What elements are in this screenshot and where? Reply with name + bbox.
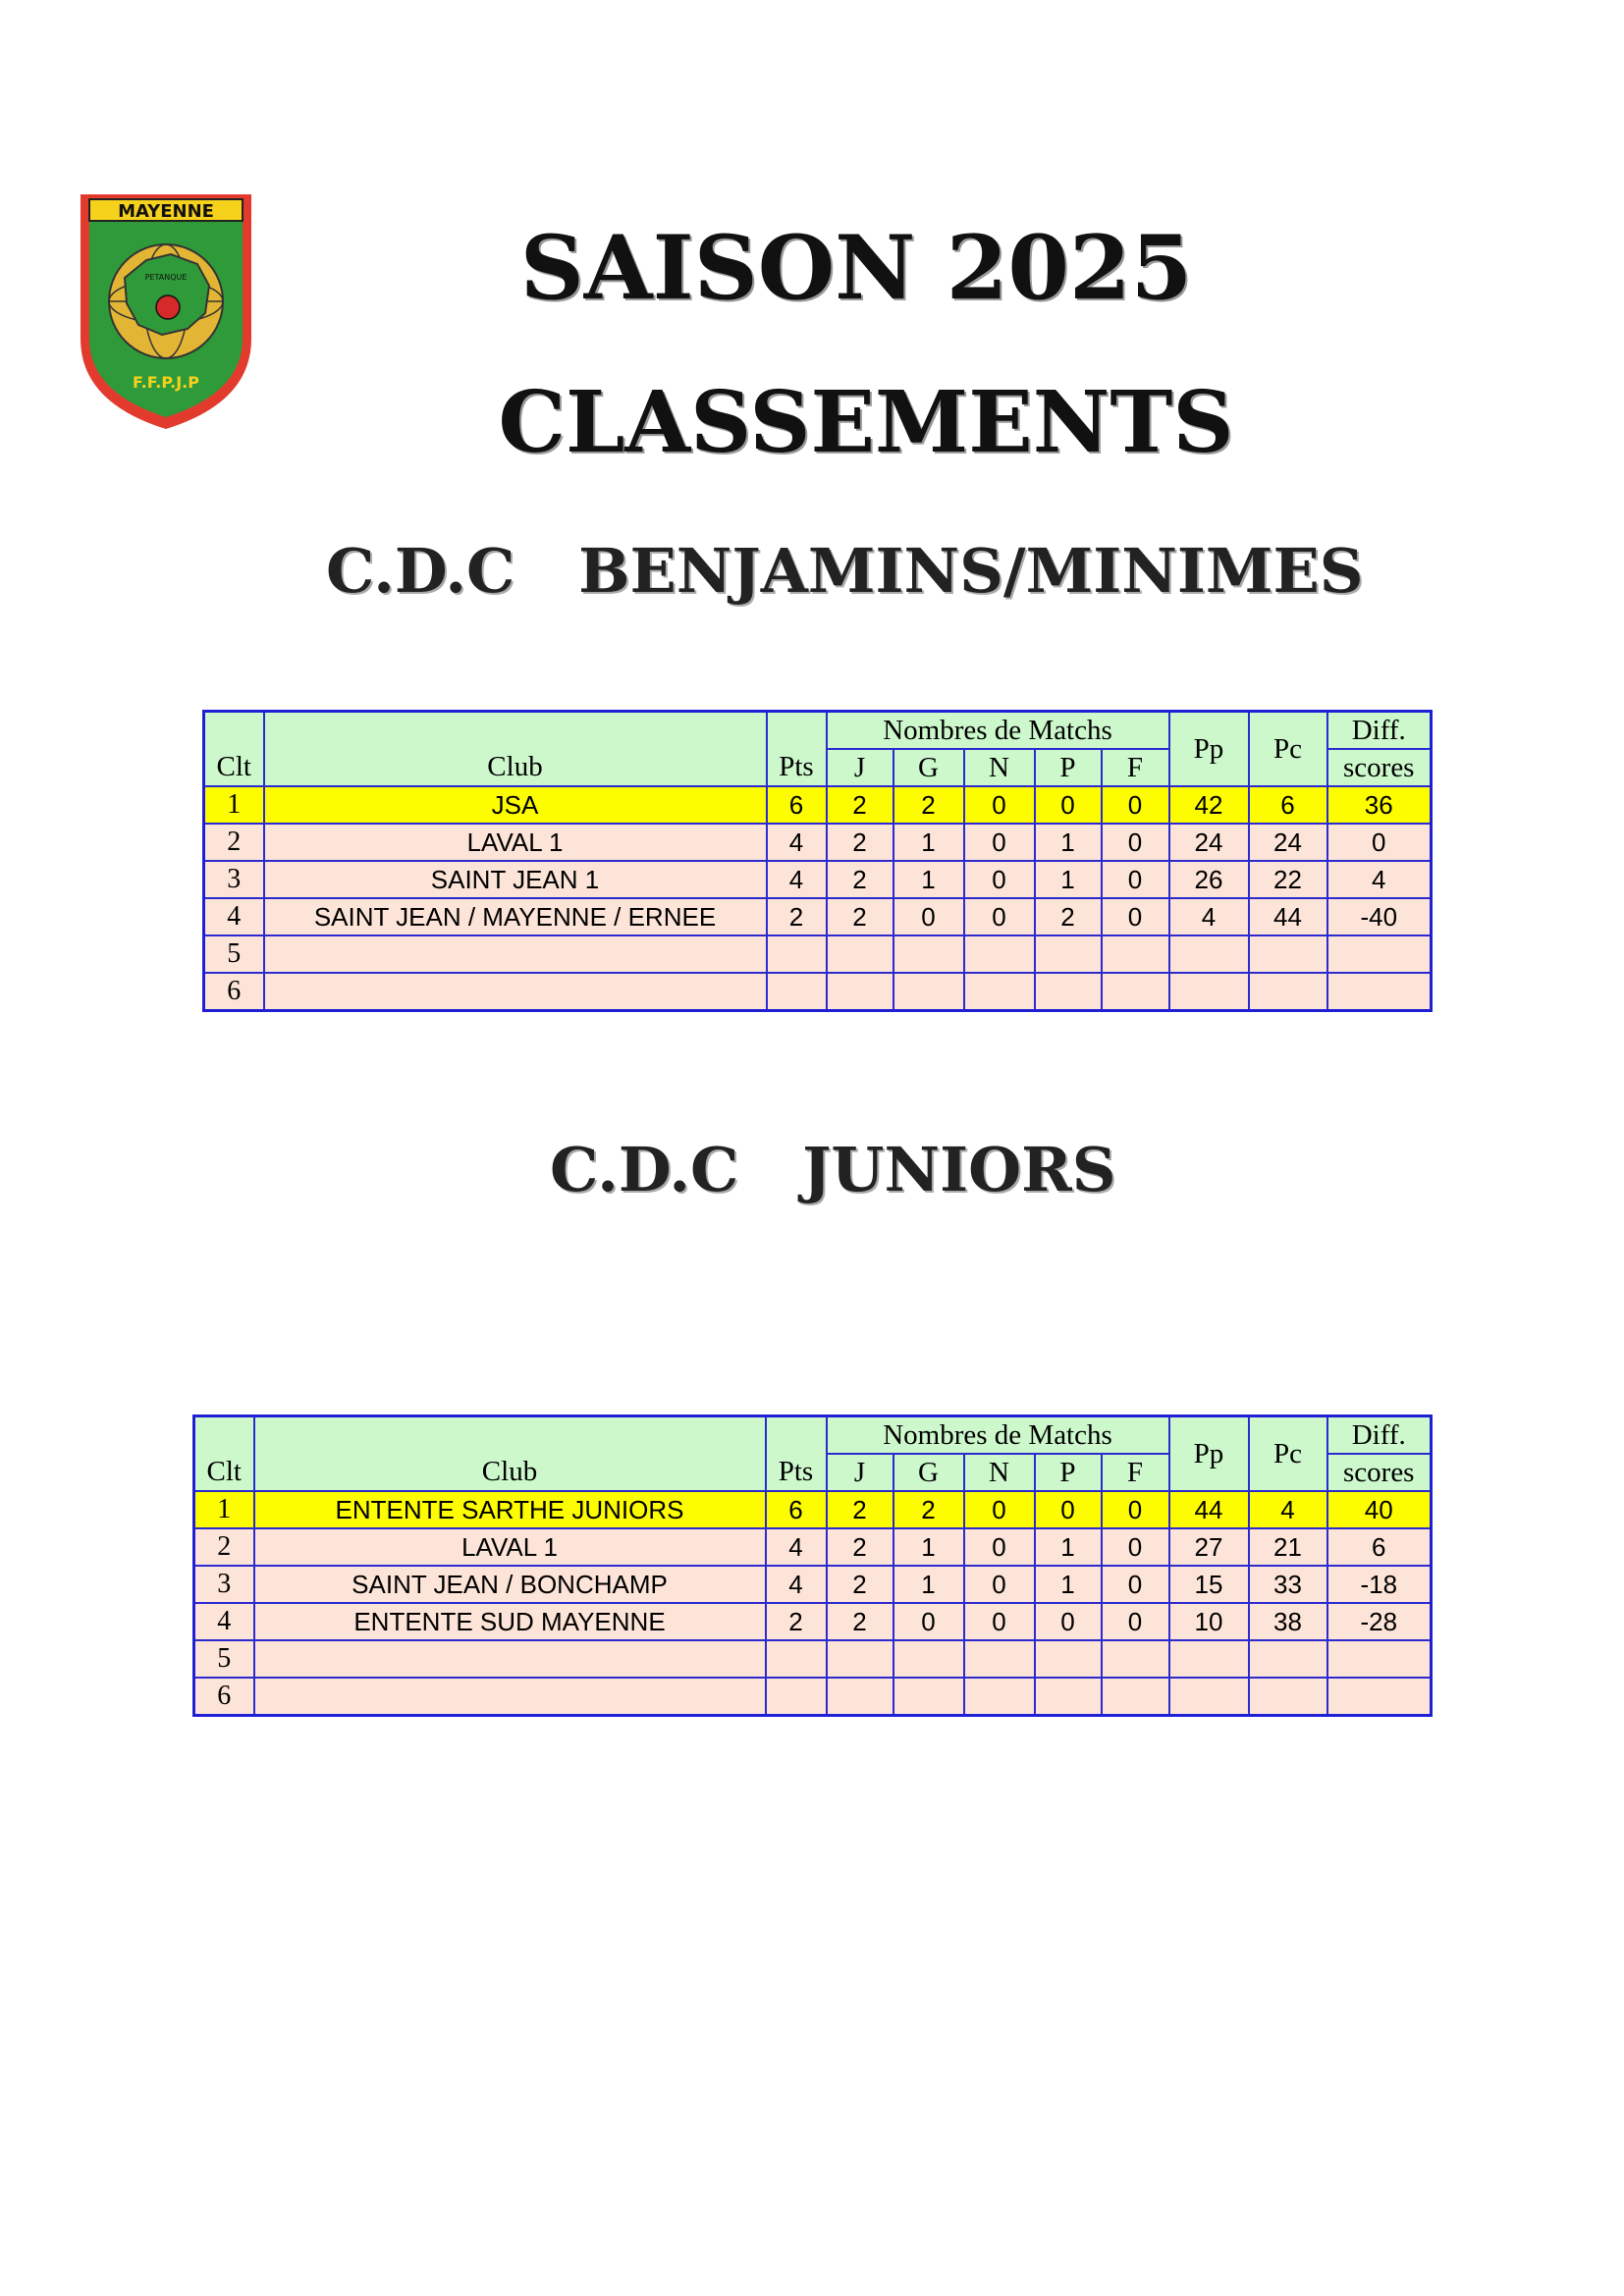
pts-cell: 6 (767, 786, 827, 824)
ranking-table-juniors (192, 1415, 1433, 1717)
table-row (194, 1603, 1432, 1640)
pp-cell: 27 (1169, 1528, 1249, 1566)
header-j: J (827, 1454, 893, 1491)
pp-cell (1169, 935, 1249, 973)
f-cell: 0 (1102, 1566, 1169, 1603)
rank-cell: 1 (204, 786, 264, 824)
n-cell: 0 (964, 1528, 1035, 1566)
pts-cell (767, 973, 827, 1011)
n-cell: 0 (964, 1491, 1035, 1528)
g-cell: 2 (893, 1491, 964, 1528)
diff-cell (1327, 1678, 1432, 1716)
header-p: P (1035, 749, 1102, 786)
f-cell: 0 (1102, 786, 1169, 824)
club-cell (254, 1678, 766, 1716)
f-cell: 0 (1102, 1491, 1169, 1528)
svg-text:MAYENNE: MAYENNE (118, 201, 214, 222)
f-cell (1102, 935, 1169, 973)
table-row (204, 786, 1432, 824)
svg-text:F.F.P.J.P: F.F.P.J.P (133, 373, 199, 392)
header-matches: Nombres de Matchs (827, 1416, 1169, 1455)
pc-cell (1249, 1678, 1327, 1716)
g-cell: 2 (893, 786, 964, 824)
header-pts: Pts (766, 1416, 827, 1492)
rank-cell: 5 (204, 935, 264, 973)
g-cell (893, 973, 964, 1011)
diff-cell: 4 (1327, 861, 1432, 898)
header-clt: Clt (204, 712, 264, 787)
pc-cell: 4 (1249, 1491, 1327, 1528)
rank-cell: 2 (204, 824, 264, 861)
pts-cell: 4 (766, 1566, 827, 1603)
g-cell: 1 (893, 1566, 964, 1603)
pc-cell (1249, 935, 1327, 973)
rank-cell: 3 (204, 861, 264, 898)
rank-cell: 5 (194, 1640, 254, 1678)
club-cell: ENTENTE SUD MAYENNE (254, 1603, 766, 1640)
diff-cell (1327, 1640, 1432, 1678)
table-row (204, 898, 1432, 935)
diff-cell: -28 (1327, 1603, 1432, 1640)
pc-cell (1249, 1640, 1327, 1678)
rank-cell: 4 (204, 898, 264, 935)
header-pp: Pp (1169, 712, 1249, 787)
club-cell: LAVAL 1 (264, 824, 767, 861)
table-row (194, 1640, 1432, 1678)
diff-cell: 40 (1327, 1491, 1432, 1528)
diff-cell: 6 (1327, 1528, 1432, 1566)
pc-cell: 44 (1249, 898, 1327, 935)
pp-cell: 44 (1169, 1491, 1249, 1528)
club-cell (254, 1640, 766, 1678)
j-cell: 2 (827, 1528, 893, 1566)
section-title-benjamins-minimes: C.D.C BENJAMINS/MINIMES (326, 535, 1364, 607)
p-cell (1035, 1640, 1102, 1678)
pp-cell: 24 (1169, 824, 1249, 861)
pp-cell: 10 (1169, 1603, 1249, 1640)
pp-cell (1169, 1678, 1249, 1716)
table-row (194, 1528, 1432, 1566)
j-cell (827, 1678, 893, 1716)
header-diff: Diff. (1327, 712, 1432, 750)
pp-cell (1169, 973, 1249, 1011)
g-cell: 0 (893, 898, 964, 935)
club-cell: ENTENTE SARTHE JUNIORS (254, 1491, 766, 1528)
diff-cell (1327, 935, 1432, 973)
p-cell: 0 (1035, 1491, 1102, 1528)
p-cell: 1 (1035, 1566, 1102, 1603)
n-cell: 0 (964, 1566, 1035, 1603)
header-club: Club (254, 1416, 766, 1492)
header-n: N (964, 749, 1035, 786)
header-f: F (1102, 749, 1169, 786)
header-n: N (964, 1454, 1035, 1491)
header-club: Club (264, 712, 767, 787)
p-cell (1035, 935, 1102, 973)
pp-cell: 15 (1169, 1566, 1249, 1603)
j-cell: 2 (827, 1566, 893, 1603)
table-row (194, 1491, 1432, 1528)
rankings-title: CLASSEMENTS (498, 373, 1234, 472)
j-cell: 2 (827, 824, 893, 861)
pts-cell (766, 1678, 827, 1716)
g-cell (893, 1640, 964, 1678)
diff-cell: -18 (1327, 1566, 1432, 1603)
g-cell: 1 (893, 1528, 964, 1566)
g-cell (893, 935, 964, 973)
pts-cell: 4 (767, 824, 827, 861)
j-cell (827, 1640, 893, 1678)
n-cell (964, 973, 1035, 1011)
header-p: P (1035, 1454, 1102, 1491)
f-cell (1102, 1678, 1169, 1716)
header-matches: Nombres de Matchs (827, 712, 1169, 750)
rank-cell: 3 (194, 1566, 254, 1603)
club-cell: SAINT JEAN / BONCHAMP (254, 1566, 766, 1603)
pts-cell: 6 (766, 1491, 827, 1528)
f-cell (1102, 1640, 1169, 1678)
header-g: G (893, 1454, 964, 1491)
g-cell: 1 (893, 861, 964, 898)
j-cell (827, 935, 893, 973)
table-row (194, 1678, 1432, 1716)
n-cell (964, 1678, 1035, 1716)
j-cell: 2 (827, 1491, 893, 1528)
season-title: SAISON 2025 (519, 216, 1193, 320)
pts-cell: 2 (766, 1603, 827, 1640)
club-cell (264, 935, 767, 973)
g-cell: 0 (893, 1603, 964, 1640)
header-diff: Diff. (1327, 1416, 1432, 1455)
j-cell: 2 (827, 1603, 893, 1640)
f-cell (1102, 973, 1169, 1011)
pc-cell: 22 (1249, 861, 1327, 898)
p-cell (1035, 973, 1102, 1011)
p-cell: 1 (1035, 1528, 1102, 1566)
table-row (204, 973, 1432, 1011)
diff-cell: 0 (1327, 824, 1432, 861)
pc-cell: 24 (1249, 824, 1327, 861)
table-row (204, 861, 1432, 898)
g-cell (893, 1678, 964, 1716)
table-row (194, 1566, 1432, 1603)
table-row (204, 824, 1432, 861)
j-cell: 2 (827, 898, 893, 935)
pc-cell: 6 (1249, 786, 1327, 824)
f-cell: 0 (1102, 1528, 1169, 1566)
n-cell: 0 (964, 861, 1035, 898)
n-cell: 0 (964, 824, 1035, 861)
pp-cell (1169, 1640, 1249, 1678)
ranking-table-benjamins-minimes (202, 710, 1433, 1012)
diff-cell: -40 (1327, 898, 1432, 935)
f-cell: 0 (1102, 824, 1169, 861)
club-cell (264, 973, 767, 1011)
diff-cell: 36 (1327, 786, 1432, 824)
pts-cell: 2 (767, 898, 827, 935)
rank-cell: 1 (194, 1491, 254, 1528)
club-cell: SAINT JEAN 1 (264, 861, 767, 898)
pts-cell (766, 1640, 827, 1678)
club-cell: JSA (264, 786, 767, 824)
pc-cell: 33 (1249, 1566, 1327, 1603)
pts-cell: 4 (766, 1528, 827, 1566)
rank-cell: 6 (194, 1678, 254, 1716)
header-pc: Pc (1249, 1416, 1327, 1492)
p-cell: 1 (1035, 861, 1102, 898)
pp-cell: 42 (1169, 786, 1249, 824)
svg-text:PETANQUE: PETANQUE (144, 273, 188, 282)
header-pp: Pp (1169, 1416, 1249, 1492)
header-pts: Pts (767, 712, 827, 787)
pp-cell: 26 (1169, 861, 1249, 898)
p-cell: 0 (1035, 1603, 1102, 1640)
n-cell: 0 (964, 1603, 1035, 1640)
diff-cell (1327, 973, 1432, 1011)
header-j: J (827, 749, 893, 786)
n-cell: 0 (964, 898, 1035, 935)
j-cell: 2 (827, 861, 893, 898)
n-cell (964, 935, 1035, 973)
pts-cell (767, 935, 827, 973)
pc-cell: 38 (1249, 1603, 1327, 1640)
pc-cell: 21 (1249, 1528, 1327, 1566)
section-title-juniors: C.D.C JUNIORS (550, 1134, 1116, 1205)
club-cell: SAINT JEAN / MAYENNE / ERNEE (264, 898, 767, 935)
p-cell: 2 (1035, 898, 1102, 935)
g-cell: 1 (893, 824, 964, 861)
rank-cell: 2 (194, 1528, 254, 1566)
pp-cell: 4 (1169, 898, 1249, 935)
p-cell (1035, 1678, 1102, 1716)
p-cell: 1 (1035, 824, 1102, 861)
n-cell: 0 (964, 786, 1035, 824)
j-cell: 2 (827, 786, 893, 824)
p-cell: 0 (1035, 786, 1102, 824)
header-scores: scores (1327, 749, 1432, 786)
rank-cell: 6 (204, 973, 264, 1011)
pts-cell: 4 (767, 861, 827, 898)
f-cell: 0 (1102, 898, 1169, 935)
club-cell: LAVAL 1 (254, 1528, 766, 1566)
header-g: G (893, 749, 964, 786)
j-cell (827, 973, 893, 1011)
header-scores: scores (1327, 1454, 1432, 1491)
table-row (204, 935, 1432, 973)
header-pc: Pc (1249, 712, 1327, 787)
f-cell: 0 (1102, 1603, 1169, 1640)
n-cell (964, 1640, 1035, 1678)
f-cell: 0 (1102, 861, 1169, 898)
rank-cell: 4 (194, 1603, 254, 1640)
header-clt: Clt (194, 1416, 254, 1492)
pc-cell (1249, 973, 1327, 1011)
header-f: F (1102, 1454, 1169, 1491)
